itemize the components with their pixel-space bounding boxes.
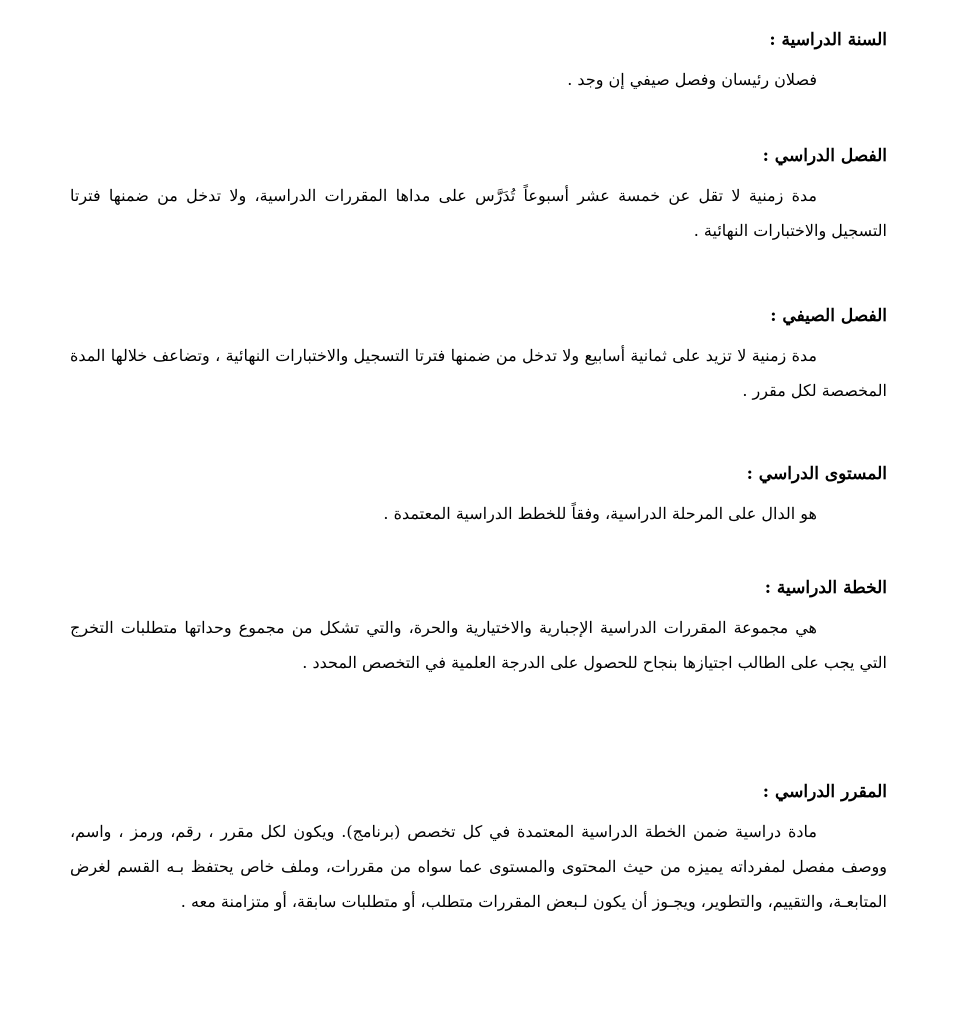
term-definition: مدة زمنية لا تقل عن خمسة عشر أسبوعاً تُدَرَّس على مداها المقررات الدراسية، ولا تدخل من ضمنها فترتا التسجيل والاختبارات النهائية . [70, 186, 887, 240]
section-course [70, 782, 887, 919]
term-definition: هي مجموعة المقررات الدراسية الإجبارية والاختيارية والحرة، والتي تشكل من مجموع وحداتها متطلبات التخرج التي يجب على الطالب اجتيازها بنجاح للحصول على الدرجة العلمية في التخصص المحدد . [70, 618, 887, 672]
section-summer-semester [70, 306, 887, 408]
term-definition: فصلان رئيسان وفصل صيفي إن وجد . [567, 70, 817, 89]
term-heading: الخطة الدراسية : [764, 578, 887, 598]
term-heading: الفصل الدراسي : [762, 146, 887, 166]
term-definition: مادة دراسية ضمن الخطة الدراسية المعتمدة في كل تخصص (برنامج). ويكون لكل مقرر ، رقم، ورمز ، واسم، ووصف مفصل لمفرداته يميزه من حيث المحتوى والمستوى عما سواه من مقررات، وملف خاص يحتفظ بـه القسم لغرض المتابعـة، والتقييم، والتطوير، ويجـوز أن يكون لـبعض المقررات متطلب، أو متطلبات سابقة، أو متزامنة معه . [70, 822, 887, 911]
term-heading: المقرر الدراسي : [762, 782, 887, 802]
term-heading: الفصل الصيفي : [770, 306, 887, 326]
term-heading: السنة الدراسية : [769, 30, 887, 50]
section-academic-level [70, 464, 887, 531]
term-definition: مدة زمنية لا تزيد على ثمانية أسابيع ولا تدخل من ضمنها فترتا التسجيل والاختبارات النهائية ، وتضاعف خلالها المدة المخصصة لكل مقرر . [70, 346, 887, 400]
section-academic-year [70, 30, 887, 97]
section-semester [70, 146, 887, 248]
section-study-plan [70, 578, 887, 680]
term-definition: هو الدال على المرحلة الدراسية، وفقاً للخطط الدراسية المعتمدة . [383, 504, 817, 523]
term-heading: المستوى الدراسي : [746, 464, 887, 484]
